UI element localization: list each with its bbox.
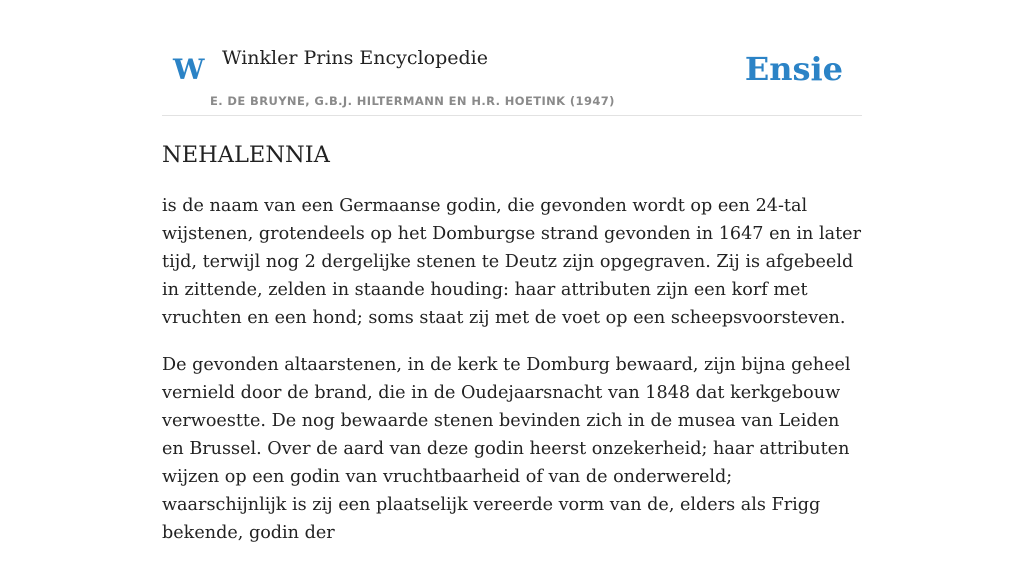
publication-header bbox=[162, 0, 862, 116]
publication-title[interactable]: Winkler Prins Encyclopedie bbox=[222, 47, 488, 69]
publication-authors: E. DE BRUYNE, G.B.J. HILTERMANN EN H.R. HOETINK (1947) bbox=[210, 94, 615, 108]
article-paragraph: De gevonden altaarstenen, in de kerk te Domburg bewaard, zijn bijna geheel vernield door de brand, die in de Oudejaarsnacht van 1848 dat kerkgebouw verwoestte. De nog bewaarde stenen bevinden zich in de musea van Leiden en Brussel. Over de aard van deze godin heerst onzekerheid; haar attributen wijzen op een godin van vruchtbaarheid of van de onderwereld; waarschijnlijk is zij een plaatselijk vereerde vorm van de, elders als Frigg bekende, godin der bbox=[162, 355, 851, 543]
article-paragraph: is de naam van een Germaanse godin, die gevonden wordt op een 24-tal wijstenen, grotendeels op het Domburgse strand gevonden in 1647 en in later tijd, terwijl nog 2 dergelijke stenen te Deutz zijn opgegraven. Zij is afgebeeld in zittende, zelden in staande houding: haar attributen zijn een korf met vruchten en een hond; soms staat zij met de voet op een scheepsvoorsteven. bbox=[162, 196, 861, 328]
article-body bbox=[162, 192, 862, 566]
winkler-prins-logo[interactable]: W bbox=[173, 53, 205, 86]
page bbox=[162, 0, 862, 543]
ensie-brand-logo[interactable]: Ensie bbox=[744, 50, 843, 88]
article-title: NEHALENNIA bbox=[162, 142, 330, 168]
